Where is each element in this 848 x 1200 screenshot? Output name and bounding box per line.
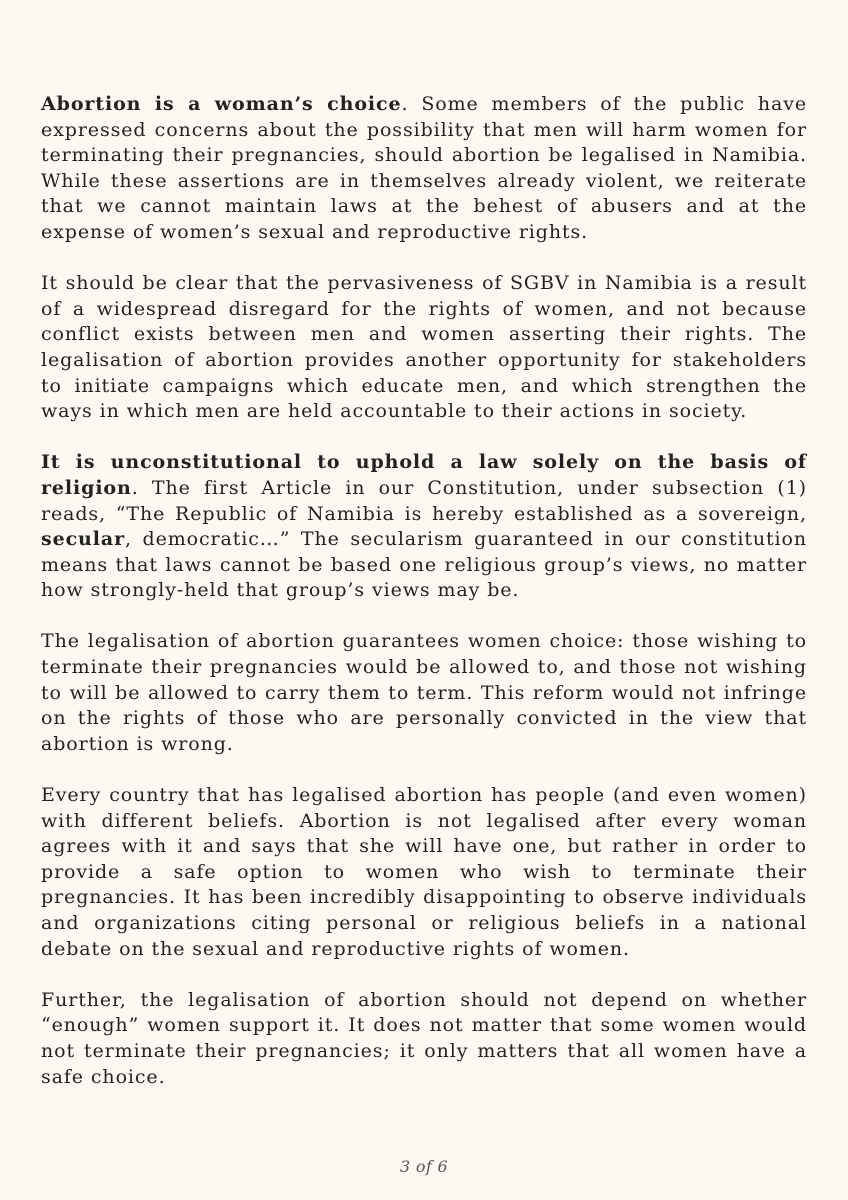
paragraph-text: . Some members of the public have expressed concerns about the possibility that men will harm women for terminating their pregnancies, should abortion be legalised in Namibia. While these assertions are in themselves already violent, we reiterate that we cannot maintain laws at the behest of abusers and at the expense of women’s sexual and reproductive rights. — [41, 93, 807, 243]
secular-emphasis: secular — [41, 528, 126, 551]
paragraph-womans-choice — [41, 92, 807, 246]
paragraph-lead-bold: Abortion is a woman’s choice — [41, 93, 402, 115]
page-number: 3 of 6 — [400, 1157, 448, 1176]
paragraph-lead-bold: It is unconstitutional to uphold a law solely on the basis of religion — [41, 451, 807, 499]
paragraph-text: Further, the legalisation of abortion should not depend on whether “enough” women support it. It does not matter that some women would not terminate their pregnancies; it only matters that all women have a safe choice. — [41, 988, 807, 1088]
paragraph-text: , democratic…” The secularism guaranteed in our constitution means that laws cannot be based one religious group’s views, no matter how strongly-held that group’s views may be. — [41, 528, 807, 602]
paragraph-different-beliefs — [41, 783, 807, 962]
paragraph-text: The legalisation of abortion guarantees women choice: those wishing to terminate their pregnancies would be allowed to, and those not wishing to will be allowed to carry them to term. This reform would not infringe on the rights of those who are personally convicted in the view that abortion is wrong. — [41, 630, 807, 755]
paragraph-text: . The first Article in our Constitution, under subsection (1) reads, “The Republic of Namibia is hereby established as a sovereign, — [41, 476, 807, 525]
paragraph-text: Every country that has legalised abortion has people (and even women) with different beliefs. Abortion is not legalised after every woman agrees with it and says that she will have one, but rather in order to provide a safe option to women who wish to terminate their pregnancies. It has been incredibly disappointing to observe individuals and organizations citing personal or religious beliefs in a national debate on the sexual and reproductive rights of women. — [41, 784, 807, 960]
paragraph-choice-guarantee — [41, 629, 807, 757]
paragraph-enough-women — [41, 988, 807, 1090]
paragraph-text: It should be clear that the pervasiveness of SGBV in Namibia is a result of a widespread disregard for the rights of women, and not because conflict exists between men and women asserting their rights. The legalisation of abortion provides another opportunity for stakeholders to initiate campaigns which educate men, and which strengthen the ways in which men are held accountable to their actions in society. — [41, 272, 807, 423]
document-body — [41, 92, 807, 1116]
paragraph-unconstitutional — [41, 450, 807, 604]
paragraph-sgbv — [41, 271, 807, 425]
